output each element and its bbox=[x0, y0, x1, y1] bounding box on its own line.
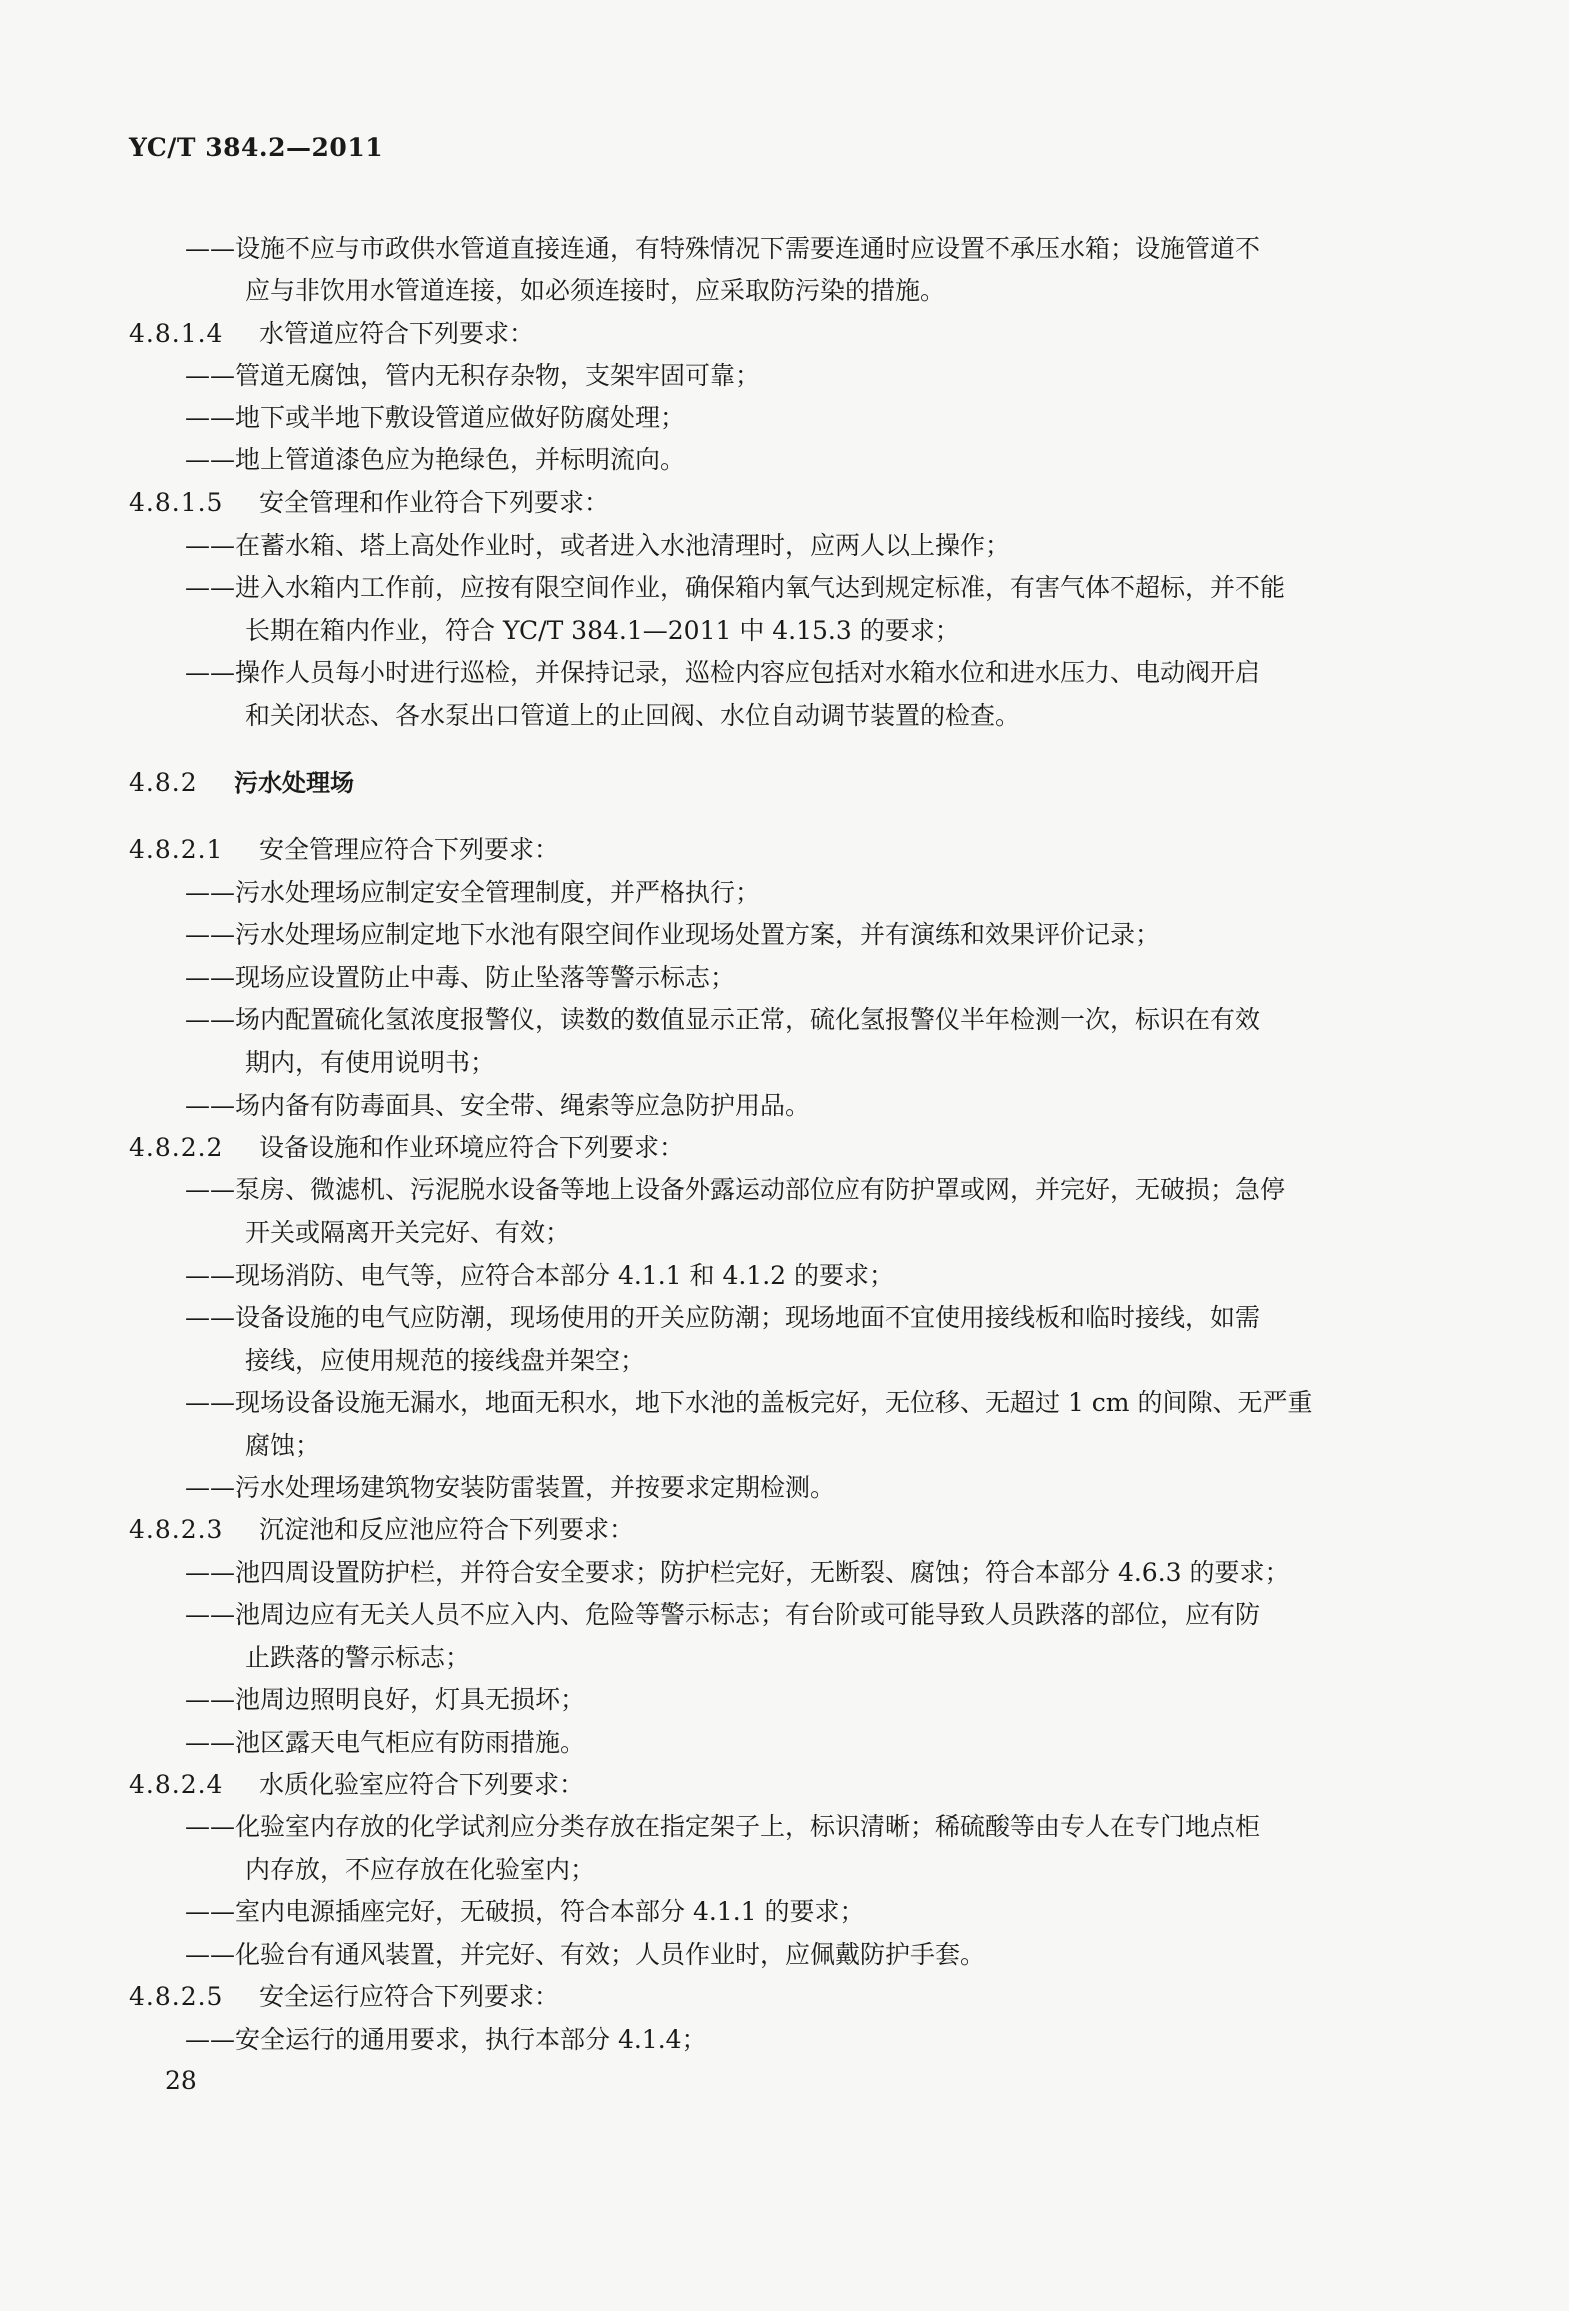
page-number: 28 bbox=[165, 2066, 197, 2095]
list-item: ——安全运行的通用要求，执行本部分 4.1.4； bbox=[185, 2025, 707, 2054]
list-item-continuation: 应与非饮用水管道连接，如必须连接时，应采取防污染的措施。 bbox=[245, 276, 946, 305]
clause-heading bbox=[129, 1770, 584, 1800]
clause-number: 4.8.1.4 bbox=[129, 319, 224, 348]
clause-text: 设备设施和作业环境应符合下列要求： bbox=[259, 1133, 685, 1162]
list-item: ——污水处理场应制定安全管理制度，并严格执行； bbox=[185, 878, 761, 907]
list-item: ——池周边照明良好，灯具无损坏； bbox=[185, 1685, 586, 1714]
clause-text: 水管道应符合下列要求： bbox=[259, 319, 535, 348]
list-item: ——进入水箱内工作前，应按有限空间作业，确保箱内氧气达到规定标准，有害气体不超标，并不能 bbox=[185, 573, 1286, 602]
list-item-continuation: 开关或隔离开关完好、有效； bbox=[245, 1218, 571, 1247]
list-item: ——化验室内存放的化学试剂应分类存放在指定架子上，标识清晰；稀硫酸等由专人在专门地点柜 bbox=[185, 1812, 1261, 1841]
clause-heading bbox=[129, 1982, 559, 2012]
list-item-continuation: 腐蚀； bbox=[245, 1431, 321, 1460]
list-item: ——场内配置硫化氢浓度报警仪，读数的数值显示正常，硫化氢报警仪半年检测一次，标识在有效 bbox=[185, 1005, 1261, 1034]
list-item: ——室内电源插座完好，无破损，符合本部分 4.1.1 的要求； bbox=[185, 1897, 865, 1926]
clause-text: 安全运行应符合下列要求： bbox=[259, 1982, 560, 2011]
list-item: ——污水处理场建筑物安装防雷装置，并按要求定期检测。 bbox=[185, 1473, 836, 1502]
list-item: ——地上管道漆色应为艳绿色，并标明流向。 bbox=[185, 445, 686, 474]
list-item: ——化验台有通风装置，并完好、有效；人员作业时，应佩戴防护手套。 bbox=[185, 1940, 986, 1969]
list-item: ——管道无腐蚀，管内无积存杂物，支架牢固可靠； bbox=[185, 361, 761, 390]
list-item: ——操作人员每小时进行巡检，并保持记录，巡检内容应包括对水箱水位和进水压力、电动阀开启 bbox=[185, 658, 1261, 687]
clause-text: 污水处理场 bbox=[234, 769, 354, 797]
list-item: ——设备设施的电气应防潮，现场使用的开关应防潮；现场地面不宜使用接线板和临时接线，如需 bbox=[185, 1303, 1261, 1332]
list-item-continuation: 接线，应使用规范的接线盘并架空； bbox=[245, 1346, 646, 1375]
list-item: ——现场应设置防止中毒、防止坠落等警示标志； bbox=[185, 963, 736, 992]
list-item: ——泵房、微滤机、污泥脱水设备等地上设备外露运动部位应有防护罩或网，并完好，无破损；急停 bbox=[185, 1175, 1286, 1204]
section-heading bbox=[129, 768, 354, 798]
list-item: ——场内备有防毒面具、安全带、绳索等应急防护用品。 bbox=[185, 1091, 811, 1120]
list-item: ——池区露天电气柜应有防雨措施。 bbox=[185, 1728, 586, 1757]
clause-number: 4.8.2.1 bbox=[129, 835, 224, 864]
list-item-continuation: 内存放，不应存放在化验室内； bbox=[245, 1855, 596, 1884]
clause-number: 4.8.1.5 bbox=[129, 488, 224, 517]
clause-heading bbox=[129, 1133, 684, 1163]
clause-heading bbox=[129, 488, 609, 518]
clause-text: 安全管理应符合下列要求： bbox=[259, 835, 560, 864]
clause-text: 水质化验室应符合下列要求： bbox=[259, 1770, 585, 1799]
list-item: ——在蓄水箱、塔上高处作业时，或者进入水池清理时，应两人以上操作； bbox=[185, 531, 1011, 560]
list-item: ——地下或半地下敷设管道应做好防腐处理； bbox=[185, 403, 686, 432]
clause-number: 4.8.2.4 bbox=[129, 1770, 224, 1799]
clause-text: 沉淀池和反应池应符合下列要求： bbox=[259, 1515, 635, 1544]
list-item: ——现场消防、电气等，应符合本部分 4.1.1 和 4.1.2 的要求； bbox=[185, 1261, 895, 1290]
clause-text: 安全管理和作业符合下列要求： bbox=[259, 488, 610, 517]
list-item-continuation: 止跌落的警示标志； bbox=[245, 1643, 471, 1672]
list-item: ——池四周设置防护栏，并符合安全要求；防护栏完好，无断裂、腐蚀；符合本部分 4.6.3 的要求； bbox=[185, 1558, 1290, 1587]
clause-number: 4.8.2.2 bbox=[129, 1133, 224, 1162]
clause-heading bbox=[129, 319, 534, 349]
list-item-continuation: 期内，有使用说明书； bbox=[245, 1048, 496, 1077]
list-item-continuation: 和关闭状态、各水泵出口管道上的止回阀、水位自动调节装置的检查。 bbox=[245, 701, 1021, 730]
list-item-continuation: 长期在箱内作业，符合 YC/T 384.1—2011 中 4.15.3 的要求； bbox=[245, 616, 960, 645]
clause-heading bbox=[129, 1515, 634, 1545]
clause-number: 4.8.2 bbox=[129, 768, 198, 797]
list-item: ——设施不应与市政供水管道直接连通，有特殊情况下需要连通时应设置不承压水箱；设施管道不 bbox=[185, 234, 1261, 263]
clause-number: 4.8.2.5 bbox=[129, 1982, 224, 2011]
clause-number: 4.8.2.3 bbox=[129, 1515, 224, 1544]
list-item: ——现场设备设施无漏水，地面无积水，地下水池的盖板完好，无位移、无超过 1 cm 的间隙、无严重 bbox=[185, 1388, 1313, 1417]
page-header: YC/T 384.2—2011 bbox=[129, 133, 384, 162]
list-item: ——污水处理场应制定地下水池有限空间作业现场处置方案，并有演练和效果评价记录； bbox=[185, 920, 1161, 949]
list-item: ——池周边应有无关人员不应入内、危险等警示标志；有台阶或可能导致人员跌落的部位，应有防 bbox=[185, 1600, 1261, 1629]
clause-heading bbox=[129, 835, 559, 865]
